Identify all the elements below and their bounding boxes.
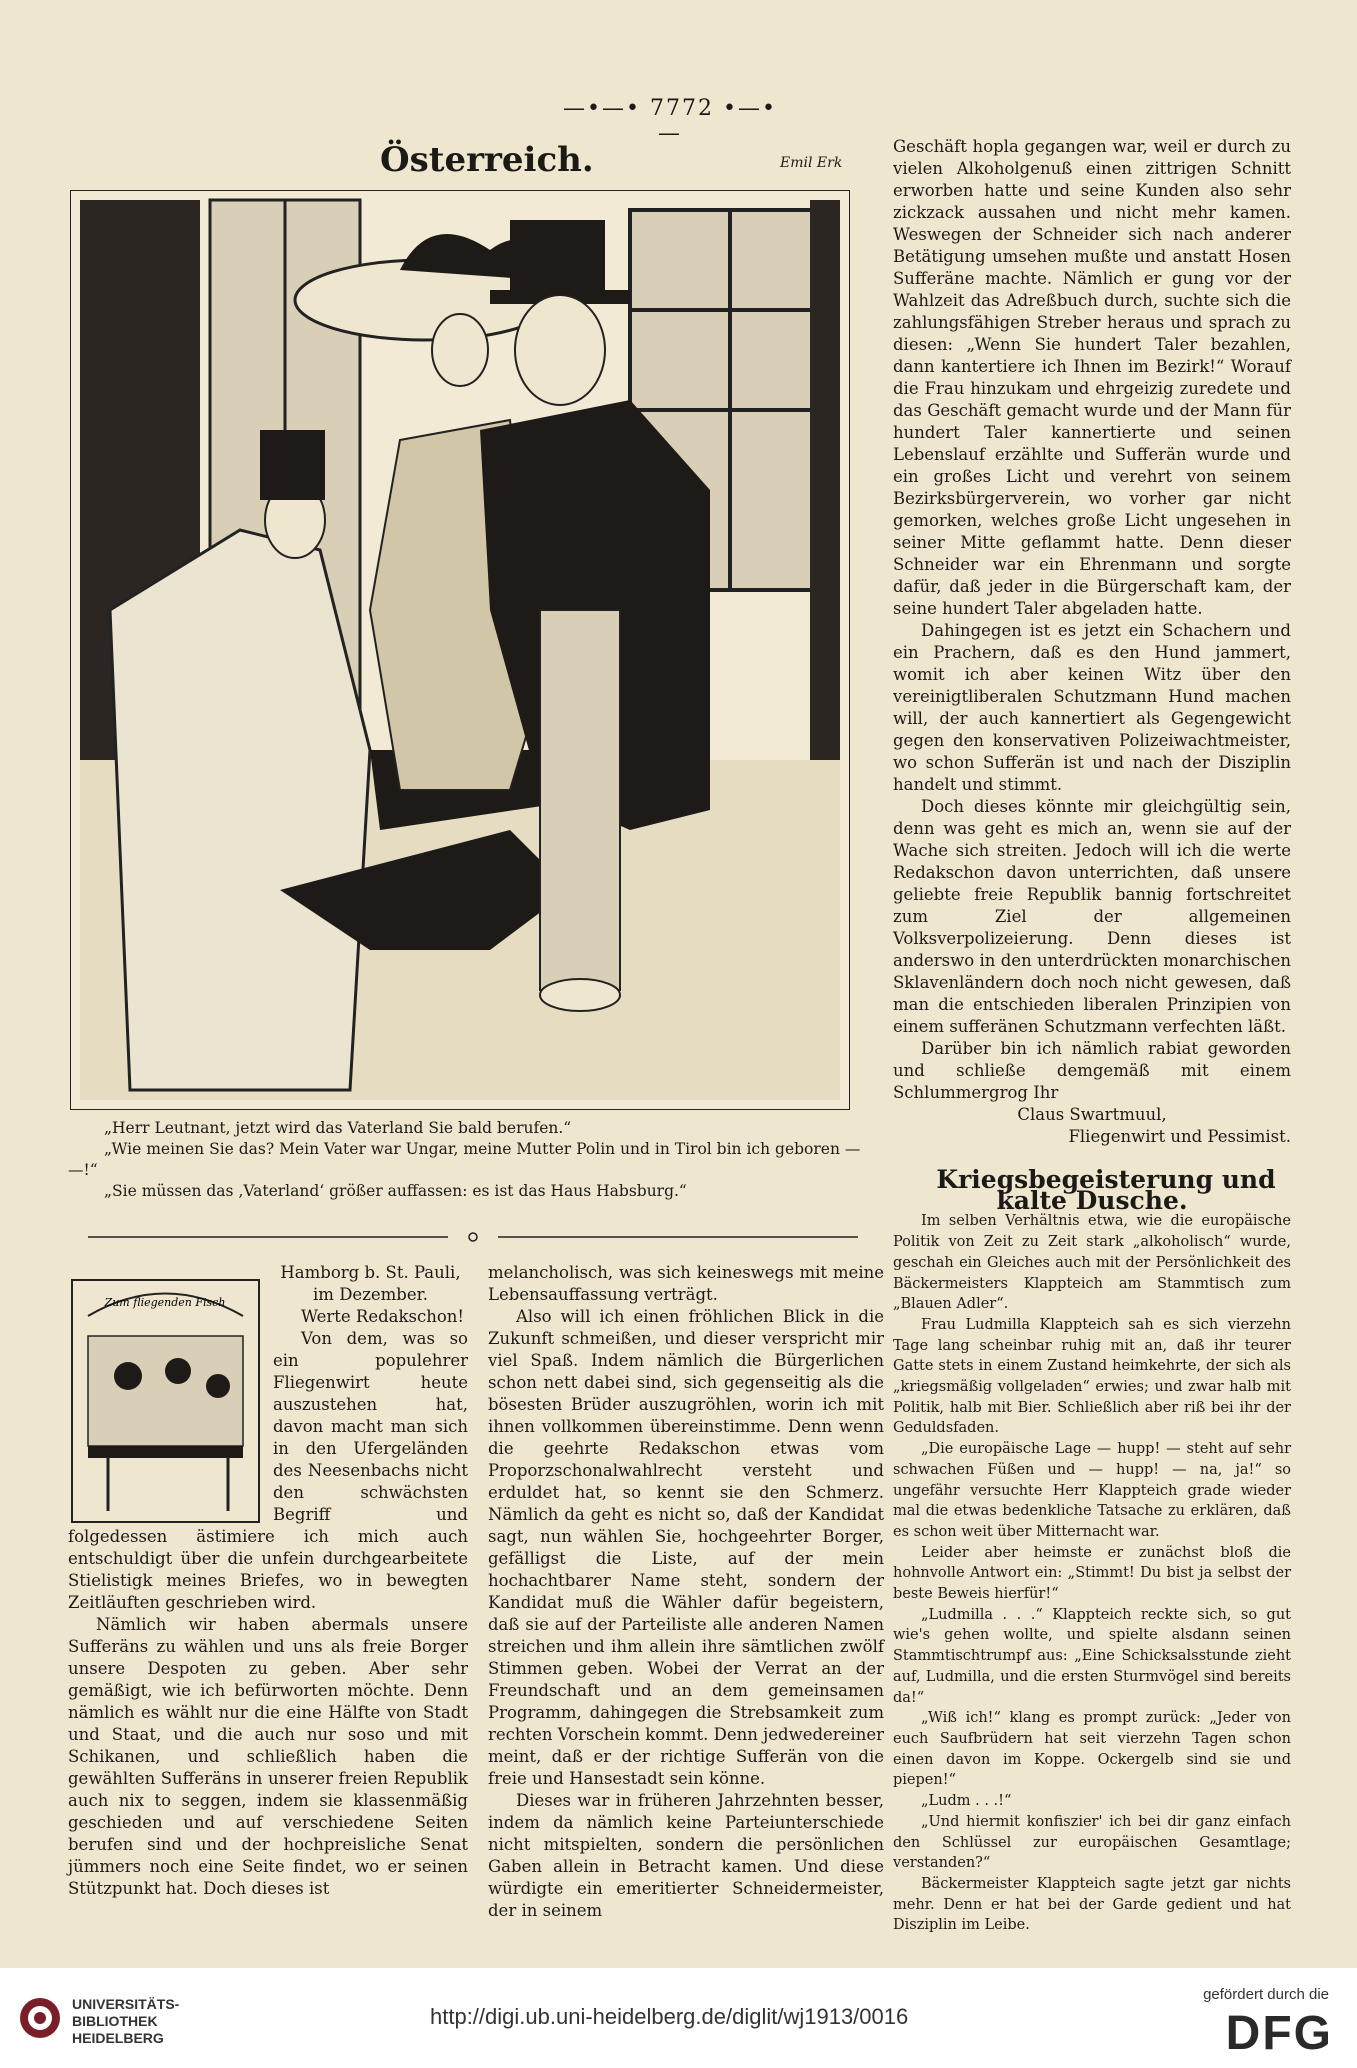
letter-column-right	[893, 136, 1291, 1148]
letter-salutation: Werte Redakschon!	[301, 1307, 465, 1326]
paragraph: Im selben Verhältnis etwa, wie die europäische Politik von Zeit zu Zeit stark „alkoholisch“ wurde, geschah ein Gleiches auch mit der Persönlichkeit des Bäckermeisters Klappteich am Stammtisch zum „Blauen Adler“.	[893, 1213, 1291, 1313]
letter-column-middle	[488, 1262, 884, 1922]
article-heading: Kriegsbegeisterung und kalte Dusche.	[936, 1165, 1276, 1215]
letter-date: im Dezember.	[313, 1285, 428, 1304]
paragraph: „Wiß ich!“ klang es prompt zurück: „Jeder von euch Saufbrüdern hat seit vierzehn Tagen schon einen davon im Koppe. Ockergelb sind sie und piepen!“	[893, 1710, 1291, 1789]
paragraph: „Und hiermit konfiszier' ich bei dir ganz einfach den Schlüssel zur europäischen Gesamtlage; verstanden?“	[893, 1813, 1291, 1872]
permalink[interactable]: http://digi.ub.uni-heidelberg.de/diglit/wj1913/0016	[430, 2004, 909, 2029]
vignette-sign-text: Zum fliegenden Fisch	[104, 1296, 226, 1309]
library-name	[72, 1996, 179, 2047]
paragraph: „Die europäische Lage — hupp! — steht auf sehr schwachen Füßen und — hupp! — na, ja!“ so ungefähr versuchte Herr Klappteich grade wieder mal die etwas bedenkliche Tatsache zu erklären, daß es schon weit über Mitternacht war.	[893, 1441, 1291, 1540]
caption-line: „Wie meinen Sie das? Mein Vater war Ungar, meine Mutter Polin und in Tirol bin ich geboren — —!“	[68, 1140, 861, 1179]
caption-line: „Herr Leutnant, jetzt wird das Vaterland Sie bald berufen.“	[104, 1119, 572, 1137]
cartoon-illustration	[70, 190, 850, 1110]
article-column	[893, 1165, 1291, 1936]
paragraph: melancholisch, was sich keineswegs mit meine Lebensauffassung verträgt.	[488, 1263, 884, 1304]
paragraph: Doch dieses könnte mir gleichgültig sein, denn was geht es mich an, wenn sie auf der Wache sich streiten. Jedoch will ich die werte Redakschon davon unterrichten, daß unsere geliebte freie Republik bannig fortschreitet zum Ziel der allgemeinen Volksverpolizeierung. Denn dieses ist anderswo in den unterdrückten monarchischen Sklavenländern doch noch nicht gewesen, daß man die entschieden liberalen Prinzipien von einem sufferänen Schutzmann verfechten läßt.	[893, 797, 1291, 1036]
sponsor-label: gefördert durch die	[1203, 1986, 1329, 2003]
paragraph: Nämlich wir haben abermals unsere Sufferäns zu wählen und uns als freie Borger unsere Despoten zu geben. Aber sehr gemäßigt, wie ich befürworten möchte. Denn nämlich es wählt nur die eine Hälfte von Stadt und Staat, und die auch nur soso und mit Schikanen, und schließlich haben die gewählten Sufferäns in unserer freien Republik auch nix to seggen, indem sie klassenmäßig geschieden und auf verschiedene Seiten berufen sind und der hochpreisliche Senat jümmers noch eine Seite findet, wo er seinen Stützpunkt hat. Doch dieses ist	[68, 1615, 468, 1898]
illustration-caption	[68, 1118, 878, 1202]
paragraph: Geschäft hopla gegangen war, weil er durch zu vielen Alkoholgenuß einen zittrigen Schnitt erworben hatte und seine Kunden also sehr zickzack aussahen und nicht mehr kamen. Weswegen der Schneider sich nach anderer Betätigung umsehen mußte und anstatt Hosen Sufferäne machte. Nämlich er gung vor der Wahlzeit das Adreßbuch durch, suchte sich die zahlungsfähigen Streber heraus und sprach zu diesen: „Wenn Sie hundert Taler bezahlen, dann kantertiere ich Ihnen im Bezirk!“ Worauf die Frau hinzukam und ehrgeizig zuredete und das Geschäft gemacht wurde und der Mann für hundert Taler kannertierte und seinen Lebenslauf erzählte und Sufferän wurde und ein großes Licht und verehrt von seinem Bezirksbürgerverein, wo vorher gar nicht gemorken, welches große Licht ungesehen in seiner Mitte geflammt hatte. Denn dieser Schneider war ein Ehrenmann und sorgte dafür, daß jeder in die Bürgerschaft kam, der seine hundert Taler abgeladen hatte.	[893, 137, 1291, 618]
paragraph: „Ludmilla . . .“ Klappteich reckte sich, so gut wie's gehen wollte, und spielte alsdann seinen Stammtischtrumpf aus: „Eine Schicksalsstunde zieht auf, Ludmilla, und die ersten Sturmvögel sind bereits da!“	[893, 1606, 1291, 1706]
paragraph: Leider aber heimste er zunächst bloß die hohnvolle Antwort ein: „Stimmt! Du bist ja selbst der beste Beweis hierfür!“	[893, 1544, 1291, 1603]
viewer-footer	[0, 1968, 1357, 2068]
paragraph: Von dem, was so ein populehrer Fliegenwirt heute auszustehen hat, davon macht man sich in den Ufergeländen des Neesenbachs nicht den schwächsten Begriff und folgedessen ästimiere ich mich auch entschuldigt über die unfein durchgearbeitete Stielistigk meines Briefes, wo in bewegten Zeitläuften geschrieben wird.	[68, 1329, 468, 1612]
library-name-line: UNIVERSITÄTS-	[72, 1996, 180, 2012]
dfg-logo: DFG	[1225, 2007, 1333, 2060]
paragraph: Also will ich einen fröhlichen Blick in die Zukunft schmeißen, und dieser verspricht mir viel Spaß. Indem nämlich die Bürgerlichen schon nett dabei sind, sich gegenseitig als die bösesten Brüder auszugröhlen, worin ich mit ihnen vollkommen übereinstimme. Denn wenn die geehrte Redakschon etwas vom Proporzschonalwahlrecht versteht und erduldet hat, so kennt sie den Schmerz. Nämlich da geht es nicht so, daß der Kandidat sagt, nun wählen Sie, hochgeehrter Borger, gefälligst die Liste, auf der mein hochachtbarer Name steht, sondern der Kandidat muß die Wähler dafür begeistern, daß sie auf der Parteiliste alle anderen Namen streichen und ihm allein ihre sämtlichen zwölf Stimmen geben. Wobei der Verrat an der Freundschaft und an dem gemeinsamen Programm, dahingegen die Strebsamkeit zum rechten Vorschein kommt. Denn jedwedereiner meint, daß er der richtige Sufferän von die freie und Hansestadt sein könne.	[488, 1307, 884, 1788]
section-divider	[68, 1230, 878, 1244]
library-name-line: HEIDELBERG	[72, 2030, 164, 2046]
library-name-line: BIBLIOTHEK	[72, 2013, 158, 2029]
signature-role: Fliegenwirt und Pessimist.	[1068, 1127, 1291, 1146]
tavern-vignette	[68, 1276, 263, 1526]
paragraph: „Ludm . . .!“	[921, 1793, 1012, 1810]
paragraph: Darüber bin ich nämlich rabiat geworden und schließe demgemäß mit einem Schlummergrog Ihr	[893, 1039, 1291, 1102]
signature-name: Claus Swartmuul,	[1017, 1105, 1167, 1124]
letter-place: Hamborg b. St. Pauli,	[280, 1263, 461, 1282]
university-seal-icon	[18, 1996, 62, 2040]
paragraph: Bäckermeister Klappteich sagte jetzt gar nichts mehr. Denn er hat bei der Garde gedient und hat Disziplin im Leibe.	[893, 1875, 1291, 1934]
illustration-artist: Emil Erk	[780, 155, 843, 171]
paragraph: Frau Ludmilla Klappteich sah es sich vierzehn Tage lang scheinbar ruhig mit an, daß ihr teurer Gatte stets in einem Zustand heimkehrte, der sich als „kriegsmäßig vollgeladen“ erwies; und zwar halb mit Politik, halb mit Bier. Schließlich aber riß bei ihr der Geduldsfaden.	[893, 1316, 1291, 1437]
caption-line: „Sie müssen das ‚Vaterland‘ größer auffassen: es ist das Haus Habsburg.“	[104, 1182, 687, 1200]
paragraph: Dieses war in früheren Jahrzehnten besser, indem da nämlich keine Parteiunterschiede nicht mitspielten, sondern die persönlichen Gaben allein in Betracht kamen. Und diese würdigte ein emeritierter Schneidermeister, der in seinem	[488, 1791, 884, 1920]
paragraph: Dahingegen ist es jetzt ein Schachern und ein Prachern, daß es den Hund jammert, womit ich aber keinen Witz über den vereinigtliberalen Schutzmann Hund machen will, der auch kannertiert als Gegengewicht gegen den konservativen Polizeiwachtmeister, wo schon Sufferän ist und nach der Disziplin handelt und stimmt.	[893, 621, 1291, 794]
page-number: —•—• 7772 •—•—	[563, 96, 777, 146]
illustration-title: Österreich.	[380, 140, 594, 180]
